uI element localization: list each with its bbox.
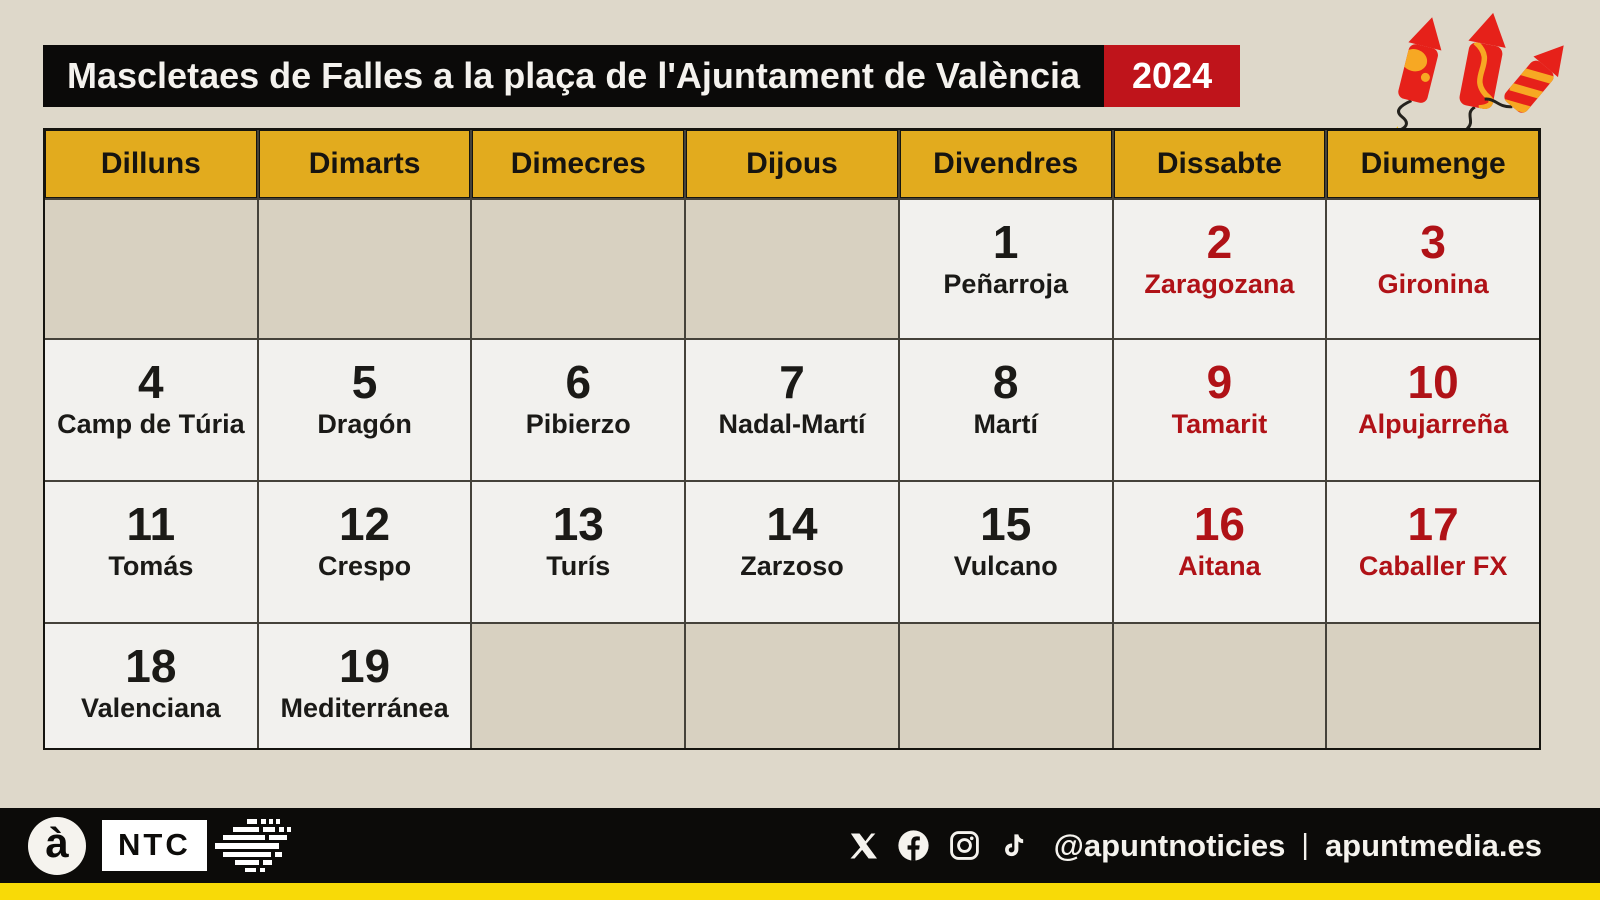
day-number: 5 [351,356,378,408]
day-number: 19 [338,640,391,692]
mascleta-name: Zarzoso [740,551,844,582]
calendar-cell-empty [472,624,684,748]
calendar-cell-day-17 [1327,482,1539,622]
day-number: 15 [980,498,1032,550]
title-bar [43,45,1240,107]
day-number: 8 [992,356,1019,408]
firecrackers-illustration [1372,2,1572,128]
weekday-header-dissabte: Dissabte [1114,130,1326,198]
day-number: 17 [1407,498,1459,550]
calendar-cell-day-1 [900,200,1112,338]
mascleta-name: Peñarroja [943,269,1068,300]
mascleta-name: Nadal-Martí [718,409,866,440]
apunt-logo-letter: à [45,818,69,866]
apunt-logo [28,817,86,875]
calendar-cell-day-9 [1114,340,1326,480]
mascleta-name: Gironina [1377,269,1489,300]
calendar-cell-day-18 [45,624,257,748]
instagram-icon [949,830,980,861]
mascleta-name: Dragón [317,409,412,440]
footer-social [848,828,1542,864]
mascleta-name: Turís [546,551,611,582]
calendar-cell-day-13 [472,482,684,622]
calendar-cell-day-5 [259,340,471,480]
calendar-cell-day-3 [1327,200,1539,338]
weekday-header-divendres: Divendres [900,130,1112,198]
glitch-speed-icon [213,817,305,875]
calendar-cell-empty [686,624,898,748]
mascleta-name: Caballer FX [1358,551,1508,582]
bottom-yellow-strip [0,883,1600,900]
calendar-cell-day-4 [45,340,257,480]
firecracker-rockets-icon [1372,2,1572,128]
day-number: 13 [552,498,604,550]
footer-branding [28,817,305,875]
ntc-logo: NTC [102,820,207,871]
day-number: 3 [1420,216,1446,268]
weekday-header-dilluns: Dilluns [45,130,257,198]
mascleta-name: Pibierzo [525,409,631,440]
weekday-header-dimarts: Dimarts [259,130,471,198]
day-number: 18 [125,640,177,692]
year-badge: 2024 [1104,45,1240,107]
mascleta-name: Crespo [318,551,412,582]
x-icon [848,831,878,861]
mascleta-name: Tamarit [1171,409,1268,440]
calendar-table [43,128,1541,750]
day-number: 14 [766,498,818,550]
weekday-header-diumenge: Diumenge [1327,130,1539,198]
day-number: 6 [565,356,592,408]
mascleta-name: Alpujarreña [1358,409,1509,440]
calendar-cell-day-14 [686,482,898,622]
social-handle: @apuntnoticies [1053,827,1286,863]
day-number: 4 [138,356,164,408]
calendar-cell-empty [1327,624,1539,748]
mascleta-name: Vulcano [953,551,1058,582]
calendar-cell-day-11 [45,482,257,622]
tiktok-icon [999,832,1027,860]
website-url: apuntmedia.es [1324,827,1542,863]
mascleta-name: Mediterránea [280,693,449,724]
mascleta-name: Aitana [1178,551,1261,582]
day-number: 10 [1407,356,1459,408]
calendar-cell-day-2 [1114,200,1326,338]
calendar-cell-empty [900,624,1112,748]
calendar-cell-day-8 [900,340,1112,480]
weekday-header-dijous: Dijous [686,130,898,198]
calendar-cell-day-7 [686,340,898,480]
day-number: 11 [126,498,176,550]
mascleta-name: Tomás [108,551,194,582]
day-number: 7 [779,356,805,408]
calendar-cell-empty [1114,624,1326,748]
calendar-cell-empty [472,200,684,338]
mascleta-name: Zaragozana [1144,269,1295,300]
page-title: Mascletaes de Falles a la plaça de l'Ajuntament de València [43,45,1104,107]
mascleta-name: Valenciana [81,693,221,724]
calendar-cell-empty [686,200,898,338]
day-number: 2 [1206,216,1233,268]
calendar-cell-day-12 [259,482,471,622]
day-number: 16 [1193,498,1245,550]
day-number: 9 [1206,356,1233,408]
calendar-cell-day-19 [259,624,471,748]
calendar-cell-empty [259,200,471,338]
calendar-cell-day-6 [472,340,684,480]
calendar-cell-day-16 [1114,482,1326,622]
facebook-icon [897,829,930,862]
weekday-header-dimecres: Dimecres [472,130,684,198]
day-number: 1 [992,216,1019,268]
mascleta-name: Camp de Túria [57,409,245,440]
mascleta-name: Martí [973,409,1038,440]
day-number: 12 [338,498,391,550]
footer-separator: | [1301,829,1309,861]
calendar-cell-day-15 [900,482,1112,622]
footer-bar [0,808,1600,883]
calendar-cell-day-10 [1327,340,1539,480]
calendar-cell-empty [45,200,257,338]
